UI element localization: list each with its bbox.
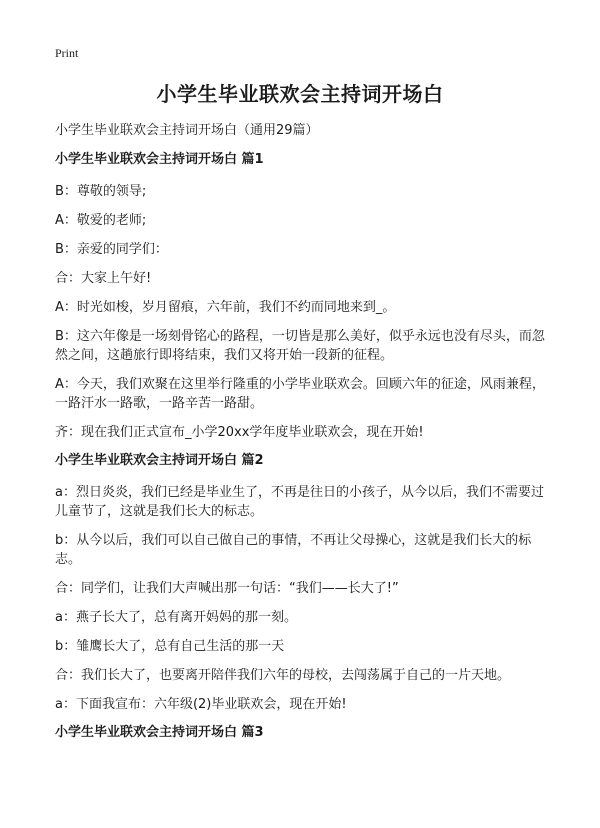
dialogue-line: a：烈日炎炎，我们已经是毕业生了，不再是往日的小孩子，从今以后，我们不需要过儿童节了，这就是我们长大的标志。 [55, 485, 544, 519]
section-heading: 小学生毕业联欢会主持词开场白 篇2 [55, 453, 264, 468]
section-3 [55, 724, 548, 742]
dialogue-line: A：时光如梭，岁月留痕，六年前，我们不约而同地来到_。 [55, 300, 396, 315]
section-1 [55, 151, 548, 442]
document-subtitle: 小学生毕业联欢会主持词开场白（通用29篇） [55, 123, 319, 138]
dialogue-line: b：从今以后，我们可以自己做自己的事情，不再让父母操心，这就是我们长大的标志。 [55, 533, 532, 567]
section-2 [55, 452, 548, 714]
print-link[interactable]: Print [55, 46, 79, 60]
dialogue-line: A：今天，我们欢聚在这里举行隆重的小学毕业联欢会。回顾六年的征途，风雨兼程，一路汗水一路歌，一路辛苦一路甜。 [55, 377, 545, 411]
dialogue-line: 合：我们长大了，也要离开陪伴我们六年的母校，去闯荡属于自己的一片天地。 [55, 668, 511, 683]
dialogue-line: B：尊敬的领导; [55, 184, 147, 199]
dialogue-line: 合：同学们，让我们大声喊出那一句话：“我们——长大了!” [55, 581, 399, 596]
document-title: 小学生毕业联欢会主持词开场白 [156, 82, 444, 106]
section-heading: 小学生毕业联欢会主持词开场白 篇1 [55, 152, 264, 167]
document-body [55, 151, 548, 755]
dialogue-line: b：雏鹰长大了，总有自己生活的那一天 [55, 639, 285, 654]
dialogue-line: a：燕子长大了，总有离开妈妈的那一刻。 [55, 610, 297, 625]
dialogue-line: A：敬爱的老师; [55, 213, 147, 228]
dialogue-line: 齐：现在我们正式宣布_小学20xx学年度毕业联欢会，现在开始! [55, 425, 424, 440]
dialogue-line: 合：大家上午好! [55, 271, 152, 286]
section-heading: 小学生毕业联欢会主持词开场白 篇3 [55, 725, 264, 740]
dialogue-line: B：这六年像是一场刻骨铭心的路程，一切皆是那么美好，似乎永远也没有尽头，而忽然之间，这趟旅行即将结束，我们又将开始一段新的征程。 [55, 329, 545, 363]
dialogue-line: B：亲爱的同学们： [55, 242, 168, 257]
dialogue-line: a：下面我宣布：六年级(2)毕业联欢会，现在开始! [55, 697, 347, 712]
